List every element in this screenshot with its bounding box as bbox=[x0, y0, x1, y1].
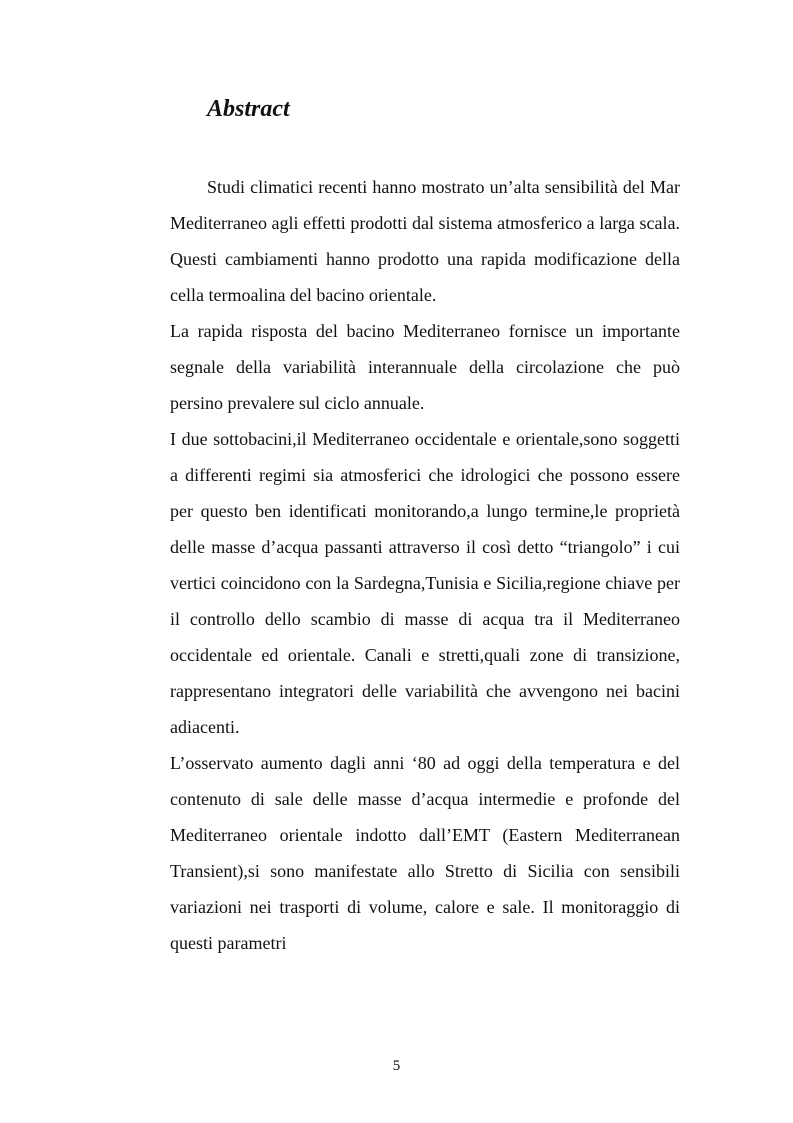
paragraph-2: La rapida risposta del bacino Mediterraneo fornisce un importante segnale della variabilità interannuale della circolazione che può persino prevalere sul ciclo annuale. bbox=[170, 321, 680, 413]
paragraph-1: Studi climatici recenti hanno mostrato un’alta sensibilità del Mar Mediterraneo agli effetti prodotti dal sistema atmosferico a larga scala. Questi cambiamenti hanno prodotto una rapida modificazione della cella termoalina del bacino orientale. bbox=[170, 177, 680, 305]
abstract-body bbox=[170, 169, 680, 961]
paragraph-3: I due sottobacini,il Mediterraneo occidentale e orientale,sono soggetti a differenti regimi sia atmosferici che idrologici che possono essere per questo ben identificati monitorando,a lungo termine,le proprietà delle masse d’acqua passanti attraverso il così detto “triangolo” i cui vertici coincidono con la Sardegna,Tunisia e Sicilia,regione chiave per il controllo dello scambio di masse di acqua tra il Mediterraneo occidentale ed orientale. Canali e stretti,quali zone di transizione, rappresentano integratori delle variabilità che avvengono nei bacini adiacenti. bbox=[170, 429, 680, 737]
page-number: 5 bbox=[392, 1058, 401, 1074]
paragraph-4: L’osservato aumento dagli anni ‘80 ad oggi della temperatura e del contenuto di sale delle masse d’acqua intermedie e profonde del Mediterraneo orientale indotto dall’EMT (Eastern Mediterranean Transient),si sono manifestate allo Stretto di Sicilia con sensibili variazioni nei trasporti di volume, calore e sale. Il monitoraggio di questi parametri bbox=[170, 753, 680, 953]
abstract-heading: Abstract bbox=[207, 96, 290, 122]
